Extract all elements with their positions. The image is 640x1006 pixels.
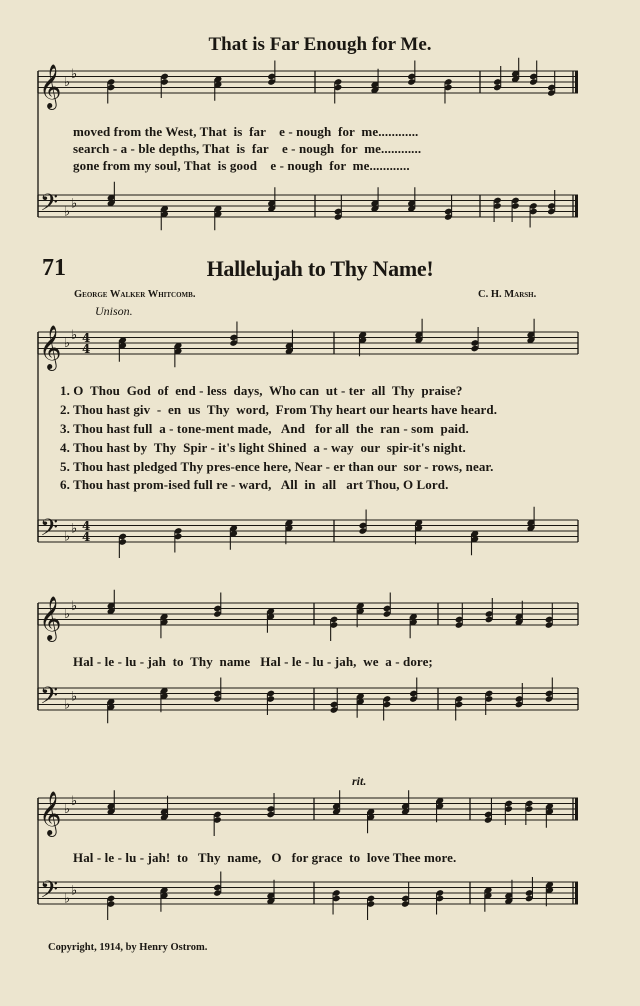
hymn-number: 71 (42, 255, 66, 281)
bass-staff (38, 688, 578, 710)
flat-icon: ♭ (64, 336, 71, 351)
previous-hymn-lyric-line: moved from the West, That is far e - nough for me............ (73, 124, 419, 139)
hymn-title: Hallelujah to Thy Name! (206, 256, 434, 281)
copyright-notice: Copyright, 1914, by Henry Ostrom. (48, 942, 208, 953)
flat-icon: ♭ (71, 66, 78, 82)
flat-icon: ♭ (71, 327, 78, 343)
verse-line: 2. Thou hast giv - en us Thy word, From Thy heart our hearts have heard. (60, 402, 498, 417)
refrain-line: Hal - le - lu - jah to Thy name Hal - le - lu - jah, we a - dore; (73, 654, 433, 669)
refrain-line: Hal - le - lu - jah! to Thy name, O for grace to love Thee more. (73, 850, 457, 865)
previous-hymn-lyric-line: search - a - ble depths, That is far e - nough for me............ (73, 141, 422, 156)
verse-line: 6. Thou hast prom-ised full re - ward, All in all art Thou, O Lord. (60, 477, 449, 492)
time-signature-top: 4 (82, 331, 91, 345)
treble-staff (38, 798, 578, 820)
verse-line: 1. O Thou God of end - less days, Who can ut - ter all Thy praise? (60, 383, 463, 398)
flat-icon: ♭ (71, 598, 78, 614)
bass-clef-icon: 𝄢 (40, 875, 59, 909)
flat-icon: ♭ (64, 607, 71, 622)
bass-clef-icon: 𝄢 (40, 681, 59, 715)
flat-icon: ♭ (64, 204, 71, 220)
treble-staff (38, 603, 578, 625)
flat-icon: ♭ (71, 521, 78, 537)
tempo-marking: rit. (352, 774, 367, 788)
flat-icon: ♭ (71, 196, 78, 212)
verse-line: 3. Thou hast full a - tone-ment made, And for all the ran - som paid. (60, 421, 469, 436)
treble-clef-icon: 𝄞 (39, 791, 62, 835)
treble-clef-icon: 𝄞 (39, 64, 62, 108)
hymn-composer: C. H. Marsh. (478, 289, 537, 300)
flat-icon: ♭ (64, 75, 71, 90)
hymn-author: George Walker Whitcomb. (74, 289, 196, 300)
treble-clef-icon: 𝄞 (39, 325, 62, 369)
bass-clef-icon: 𝄢 (40, 513, 59, 547)
time-signature-top: 4 (82, 519, 91, 533)
performance-direction: Unison. (95, 304, 133, 318)
time-signature-bottom: 4 (82, 530, 91, 544)
verse-line: 4. Thou hast by Thy Spir - it's light Shined a - way our spir-it's night. (60, 440, 466, 455)
previous-hymn-title: That is Far Enough for Me. (208, 34, 432, 55)
flat-icon: ♭ (71, 793, 78, 809)
flat-icon: ♭ (64, 802, 71, 817)
treble-clef-icon: 𝄞 (39, 596, 62, 640)
verse-line: 5. Thou hast pledged Thy pres-ence here, Near - er than our sor - rows, near. (60, 459, 494, 474)
flat-icon: ♭ (64, 529, 71, 545)
flat-icon: ♭ (64, 891, 71, 907)
flat-icon: ♭ (71, 689, 78, 705)
flat-icon: ♭ (71, 883, 78, 899)
bass-staff (38, 882, 578, 904)
time-signature-bottom: 4 (82, 342, 91, 356)
flat-icon: ♭ (64, 697, 71, 713)
bass-clef-icon: 𝄢 (40, 188, 59, 222)
previous-hymn-lyric-line: gone from my soul, That is good e - nough for me............ (73, 158, 410, 173)
